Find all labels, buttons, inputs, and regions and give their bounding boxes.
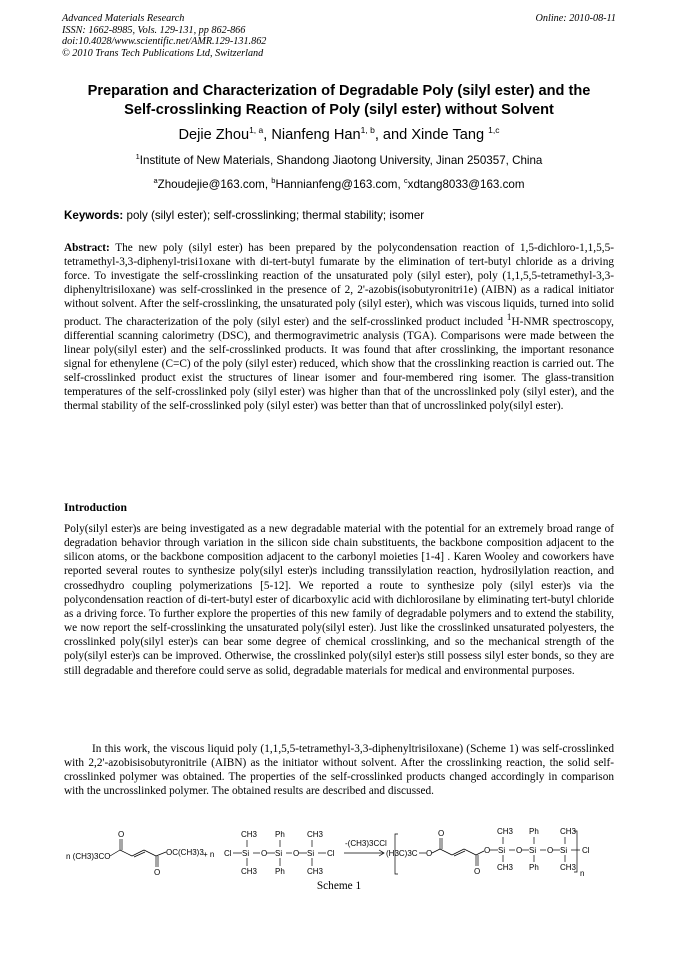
author-name: Nianfeng Han [271,126,361,143]
scheme-carbonyl-o: O [474,867,481,876]
scheme-o: O [484,846,491,855]
scheme-phenyl: Ph [529,863,539,872]
scheme-arrow-label: -(CH3)3CCl [345,839,387,848]
author-name: Xinde Tang [411,126,485,143]
abstract-sup: 1 [506,313,512,323]
affiliation-sup: 1 [135,152,140,161]
keywords-text: poly (silyl ester); self-crosslinking; thermal stability; isomer [123,209,425,222]
email-sup: b [271,176,276,185]
author-and: and [382,126,412,143]
abstract-label: Abstract: [64,242,110,254]
scheme-phenyl: Ph [275,867,285,876]
email-link[interactable]: xdtang8033@163.com [407,177,525,191]
scheme-methyl: CH3 [307,867,324,876]
author-list [50,121,628,145]
scheme-methyl: CH3 [241,830,258,839]
scheme-reactant-otbu: OC(CH3)3 [166,848,204,857]
scheme-o: O [293,849,300,858]
intro-paragraph-1: Poly(silyl ester)s are being investigated as a new degradable material with the potential for an extremely broad range of degradation behavior through variation in the silicon side chain substituents, the backbone composition adjacent to the silicon atoms, or the backbone composition adjacent to the carbonyl moieties [1-4] . Karen Wooley and coworkers have reported several routes to synthesize poly(silyl ester)s including transsilylation reaction, hydrosilylation reaction, and crossedhydro coupling polymerizations [5-12]. We reported a route to synthesize poly (silyl ester)s via the polycondensation reaction of di-tert-butyl ester of dicarboxylic acid with dichlorosilane by eliminating tert-butyl chloride as a driving force. To further explore the properties of this new family of degradable polymers and to extend the stability, we now report the self-crosslinking the unsaturated poly(silyl ester). Just like the crosslinked unsaturated polyesters, the crosslinked poly(silyl ester)s can bear some degree of chemical crosslinking, and so the mechanical strength of the poly(silyl ester)s can be improved. Otherwise, the crosslinked poly(silyl ester)s still possess silyl ester bonds, so they are still degradable and therefore could serve as solid, degradable materials for medical and environmental purposes. [64,523,614,677]
scheme-carbonyl-o: O [118,830,125,839]
scheme-si: Si [242,849,250,858]
scheme-o: O [261,849,268,858]
keywords-label: Keywords: [64,209,124,222]
email-link[interactable]: Zhoudejie@163.com [157,177,265,191]
scheme-si: Si [275,849,283,858]
abstract-text-continued: H-NMR spectroscopy, differential scanning calorimetry (DSC), and thermogravimetric analysis (TGA). Comparisons were made between the linear poly(silyl ester) and the self-crosslinked products. It was found that after crosslinking, the important resonance signal for ethenylene (C=C) of the poly (silyl ester) reduced, which show that the crosslinking reaction is carried out. The self-crosslinked product exist the structures of linear isomer and four-membered ring isomer. The glass-transition temperatures of the self-crosslinked poly (silyl ester) was higher than that of the uncrosslinked poly (silyl ester), and the thermal stability of the self-crosslinked poly (silyl ester) was better than that of uncrosslinked poly(silyl ester). [64,315,614,412]
title-line-1: Preparation and Characterization of Degradable Poly (silyl ester) and the [87,83,591,99]
scheme-product-cl: Cl [582,846,590,855]
section-heading: Introduction [64,501,127,514]
scheme-cl: Cl [224,849,232,858]
author-affil-sup: 1,c [488,125,500,135]
journal-header [62,13,616,59]
affiliation-text: Institute of New Materials, Shandong Jiaotong University, Jinan 250357, China [139,153,543,167]
scheme-o: O [426,849,433,858]
author-separator: , [374,126,383,143]
email-sup: a [153,176,158,185]
scheme-caption: Scheme 1 [316,880,362,892]
journal-doi: doi:10.4028/www.scientific.net/AMR.129-131.862 [62,36,267,47]
scheme-si: Si [529,846,537,855]
author-name: Dejie Zhou [178,126,250,143]
scheme-carbonyl-o: O [438,829,445,838]
scheme-plus: + n [203,850,215,859]
scheme-carbonyl-o: O [154,868,161,877]
paper-title [50,82,628,120]
online-date: Online: 2010-08-11 [535,13,616,24]
affiliation [50,150,628,168]
scheme-si: Si [560,846,568,855]
journal-name: Advanced Materials Research [62,13,185,24]
scheme-methyl: CH3 [307,830,324,839]
abstract-text: The new poly (silyl ester) has been prepared by the polycondensation reaction of 1,5-dichloro-1,1,5,5-tetramethyl-3,3-diphenyl-trisi1oxane with di-tert-butyl fumarate by the elimination of tert-butyl chloride as a driving force. To investigate the self-crosslinking reaction of the unsaturated poly (silyl ester), poly (1,1,5,5-tetramethyl-3,3-diphenyltrisiloxane) was self-crosslinked in the presence of 2, 2'-azobis(isobutyronitri1e) (AIBN) as a radical initiator without solvent. After the self-crosslinking, the unsaturated poly (silyl ester), which was viscous liquids, turned into solid product. The characterization of the poly (silyl ester) and the self-crosslinked product included [64,242,614,328]
scheme-methyl: CH3 [497,863,514,872]
title-line-2: Self-crosslinking Reaction of Poly (silyl ester) without Solvent [124,102,554,118]
email-link[interactable]: Hannianfeng@163.com [275,177,398,191]
scheme-methyl: CH3 [241,867,258,876]
scheme-methyl: CH3 [560,863,577,872]
email-sup: c [403,176,408,185]
scheme-methyl: CH3 [497,827,514,836]
abstract [64,241,614,413]
intro-paragraph-2: In this work, the viscous liquid poly (1,1,5,5-tetramethyl-3,3-diphenyltrisiloxane) (Scheme 1) was self-crosslinked with 2,2'-azobisisobutyronitrile (AIBN) as the initiator without solvent. After the crosslinking reaction, the solid self-crosslinked polymer was obtained. The properties of the self-crosslinked products changed accordingly in comparison with the uncrosslinked polymer. The obtained results are described and discussed. [64,743,614,798]
scheme-cl: Cl [327,849,335,858]
scheme-product-tbu: (H3C)3C [386,849,418,858]
journal-issn: ISSN: 1662-8985, Vols. 129-131, pp 862-866 [62,24,246,36]
author-emails: $^a$Zhoudejie@163.com, $^b$Hannianfeng@163.com, $^c$xdtang8033@163.com [153,176,525,191]
scheme-phenyl: Ph [529,827,539,836]
scheme-phenyl: Ph [275,830,285,839]
scheme-si: Si [307,849,315,858]
scheme-si: Si [498,846,506,855]
keywords [64,209,618,223]
journal-copyright: © 2010 Trans Tech Publications Ltd, Switzerland [62,47,264,59]
author-affil-sup: 1, a [249,125,264,135]
scheme-o: O [516,846,523,855]
author-separator: , [263,126,272,143]
scheme-reactant-tbuo: n (CH3)3CO [66,852,111,861]
scheme-methyl: CH3 [560,827,577,836]
author-affil-sup: 1, b [360,125,375,135]
scheme-o: O [547,846,554,855]
scheme-repeat-n: n [580,869,585,878]
